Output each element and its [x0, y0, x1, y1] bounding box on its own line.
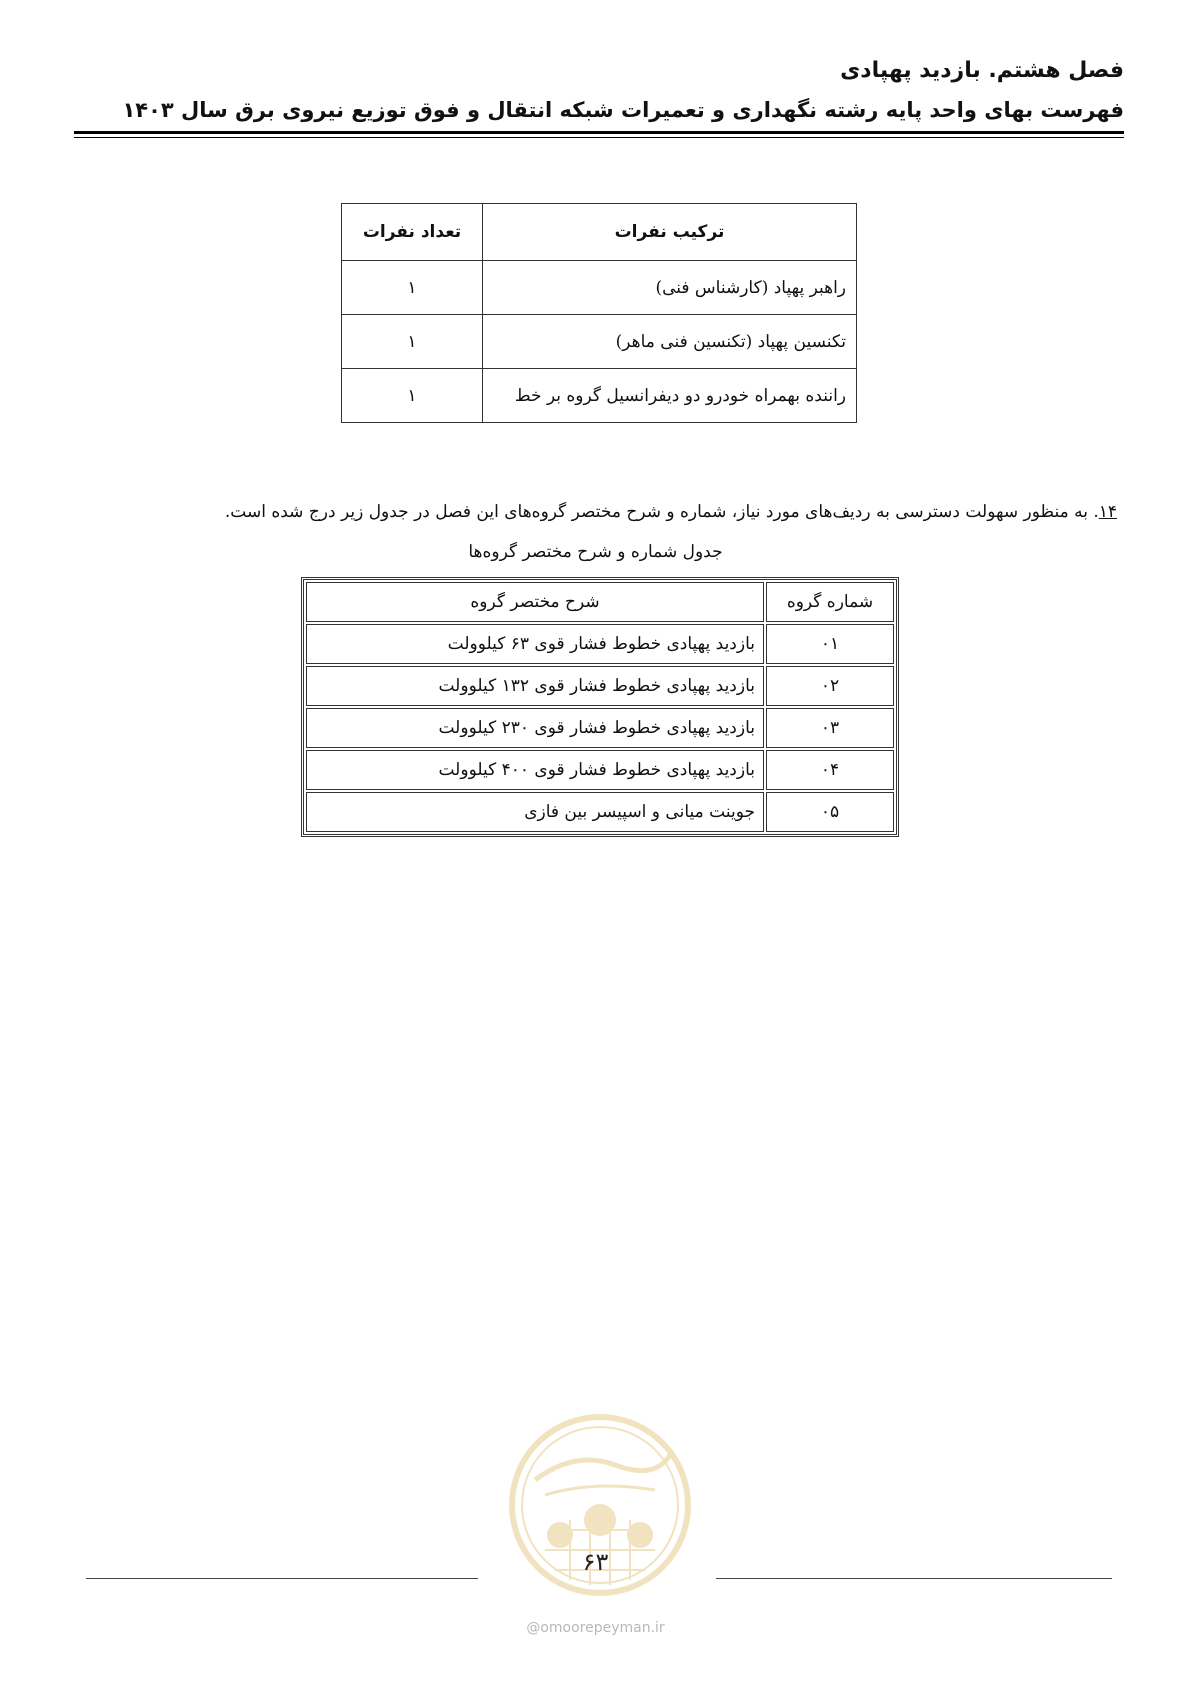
group-code-cell: ۰۴ [766, 750, 894, 790]
table-row [342, 261, 857, 315]
paragraph-14 [225, 502, 1117, 522]
groups-table-caption: جدول شماره و شرح مختصر گروه‌ها [468, 542, 723, 562]
chapter-title: فصل هشتم. بازدید پهپادی [840, 58, 1124, 83]
watermark-site-text: @omoorepeyman.ir [526, 1620, 665, 1636]
group-description-cell: بازدید پهپادی خطوط فشار قوی ۴۰۰ کیلوولت [306, 750, 764, 790]
group-description-cell: بازدید پهپادی خطوط فشار قوی ۲۳۰ کیلوولت [306, 708, 764, 748]
group-description-cell: بازدید پهپادی خطوط فشار قوی ۶۳ کیلوولت [306, 624, 764, 664]
crew-table [341, 203, 857, 423]
crew-count-cell: ۱ [342, 315, 483, 369]
group-code-cell: ۰۵ [766, 792, 894, 832]
table-row [342, 369, 857, 423]
table-row [306, 624, 894, 664]
header-rule-thick [74, 131, 1124, 134]
table-row [306, 666, 894, 706]
group-description-header: شرح مختصر گروه [306, 582, 764, 622]
footer-rule-right [716, 1578, 1112, 1579]
crew-count-cell: ۱ [342, 261, 483, 315]
table-row [342, 315, 857, 369]
paragraph-number: ۱۴ [1098, 502, 1117, 522]
crew-role-cell: تکنسین پهپاد (تکنسین فنی ماهر) [483, 315, 857, 369]
paragraph-text: . به منظور سهولت دسترسی به ردیف‌های مورد نیاز، شماره و شرح مختصر گروه‌های این فصل در جدول زیر درج شده است. [224, 502, 1099, 522]
group-code-header: شماره گروه [766, 582, 894, 622]
groups-table [301, 577, 899, 837]
page-number: ۶۳ [582, 1548, 609, 1576]
crew-count-header: تعداد نفرات [342, 204, 483, 261]
table-row [306, 708, 894, 748]
document-title: فهرست بهای واحد پایه رشته نگهداری و تعمیرات شبکه انتقال و فوق توزیع نیروی برق سال ۱۴۰۳ [122, 98, 1124, 122]
footer-rule-left [86, 1578, 478, 1579]
table-row [306, 792, 894, 832]
crew-role-header: ترکیب نفرات [483, 204, 857, 261]
group-description-cell: بازدید پهپادی خطوط فشار قوی ۱۳۲ کیلوولت [306, 666, 764, 706]
groups-table-header-row [306, 582, 894, 622]
crew-role-cell: راننده بهمراه خودرو دو دیفرانسیل گروه بر خط [483, 369, 857, 423]
group-code-cell: ۰۳ [766, 708, 894, 748]
table-row [306, 750, 894, 790]
group-code-cell: ۰۱ [766, 624, 894, 664]
crew-table-header-row [342, 204, 857, 261]
group-description-cell: جوینت میانی و اسپیسر بین فازی [306, 792, 764, 832]
crew-count-cell: ۱ [342, 369, 483, 423]
crew-role-cell: راهبر پهپاد (کارشناس فنی) [483, 261, 857, 315]
group-code-cell: ۰۲ [766, 666, 894, 706]
header-rule-thin [74, 137, 1124, 138]
